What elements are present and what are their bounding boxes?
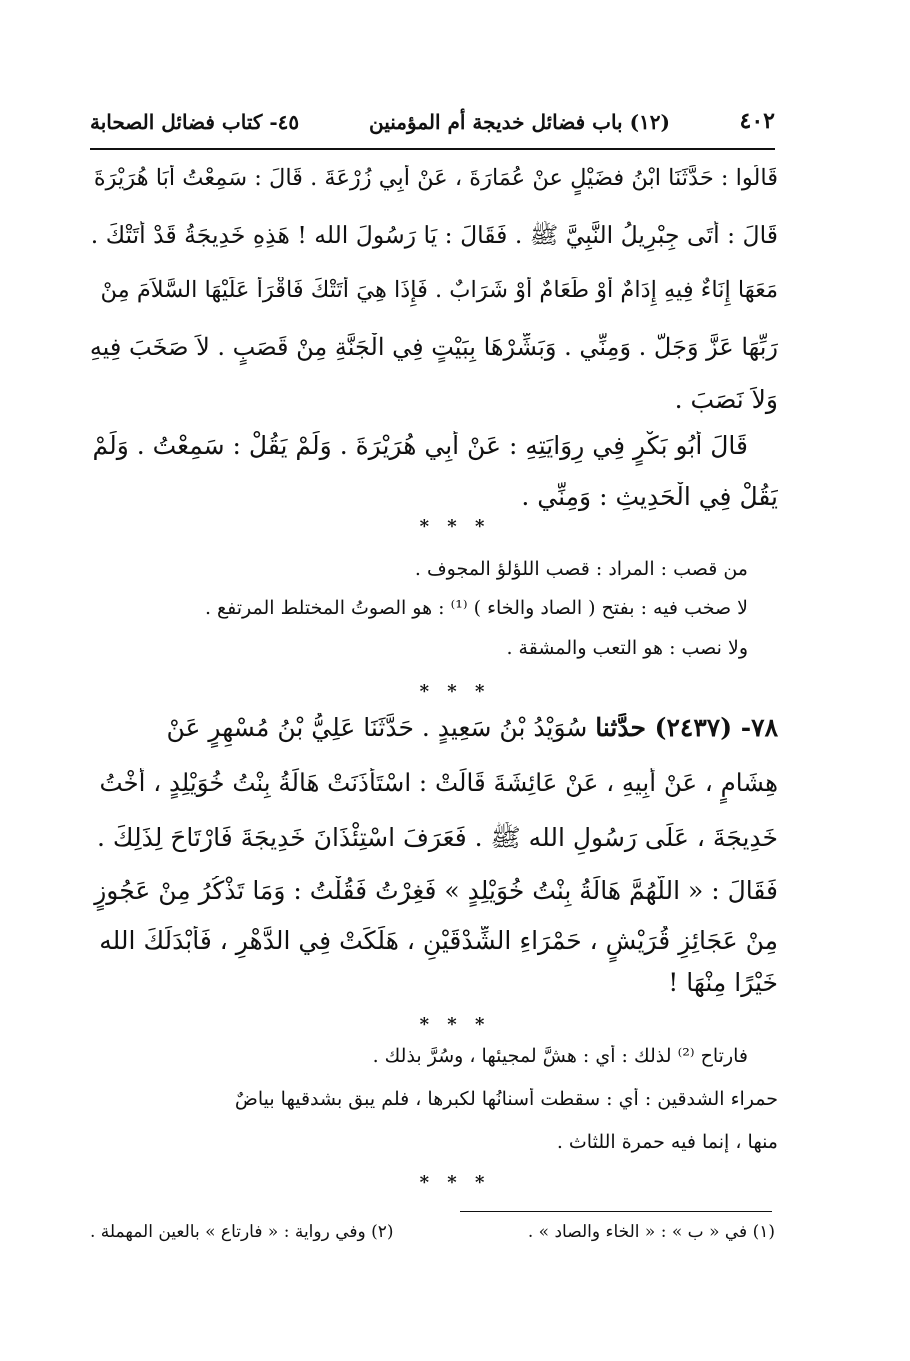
footnote-2: (٢) وفي رواية : « فارتاع » بالعين المهملة .	[90, 1222, 394, 1242]
note-2-line-2: حمراء الشدقين : أي : سقطت أسنانُها لكبرها ، فلم يبق بشدقيها بياضٌ	[234, 1088, 778, 1110]
footnote-rule	[460, 1211, 772, 1212]
note-2-line-3: منها ، إنما فيه حمرة اللثاث .	[556, 1131, 778, 1153]
separator-stars-3: * * *	[419, 1014, 491, 1035]
book-title: ٤٥- كتاب فضائل الصحابة	[90, 110, 300, 134]
hadith-1-line-3: مَعَهَا إِنَاءٌ فِيهِ إِدَامٌ أَوْ طَعَامٌ أَوْ شَرَابٌ . فَإِذَا هِيَ أَتَتْكَ فَاقْرَأْ عَلَيْهَا السَّلاَمَ مِنْ	[100, 277, 778, 303]
hadith-2-number: ٧٨- (٢٤٣٧) حدَّثنا	[595, 713, 778, 742]
footnotes	[90, 1222, 775, 1252]
chapter-title: (١٢) باب فضائل خديجة أم المؤمنين	[369, 110, 670, 134]
hadith-1-line-4: رَبِّهَا عَزَّ وَجَلَّ . وَمِنِّي . وَبَشِّرْهَا بِبَيْتٍ فِي الْجَنَّةِ مِنْ قَصَبٍ . لاَ صَخَبَ فِيهِ	[90, 333, 778, 361]
page-number: ٤٠٢	[739, 108, 775, 134]
running-header	[90, 108, 775, 150]
footnote-1: (١) في « ب » : « الخاء والصاد » .	[527, 1222, 775, 1242]
separator-stars-2: * * *	[419, 681, 491, 702]
separator-stars-4: * * *	[419, 1172, 491, 1193]
hadith-2-line-6: خَيْرًا مِنْهَا !	[668, 968, 778, 997]
hadith-2-line-2: هِشَامٍ ، عَنْ أَبِيهِ ، عَنْ عَائِشَةَ قَالَتْ : اسْتَأْذَنَتْ هَالَةُ بِنْتُ خُوَيْلِدٍ ، أُخْتُ	[99, 768, 778, 797]
note-1-line-3: ولا نصب : هو التعب والمشقة .	[506, 637, 748, 659]
hadith-1-variant-line-2: يَقُلْ فِي الْحَدِيثِ : وَمِنِّي .	[521, 482, 778, 511]
hadith-1-line-1: قَالُوا : حَدَّثَنَا ابْنُ فضَيْلٍ عنْ عُمَارَةَ ، عَنْ أَبِي زُرْعَةَ . قَالَ : سَمِعْتُ أَبَا هُرَيْرَةَ	[93, 165, 778, 191]
hadith-1-line-2: قَالَ : أَتَى جِبْرِيلُ النَّبِيَّ ﷺ . فَقَالَ : يَا رَسُولَ الله ! هَذِهِ خَدِيجَةُ قَدْ أَتَتْكَ .	[90, 221, 778, 249]
hadith-1-line-5: وَلاَ نَصَبَ .	[674, 385, 778, 414]
hadith-2-line-3: خَدِيجَةَ ، عَلَى رَسُولِ الله ﷺ . فَعَرَفَ اسْتِئْذَانَ خَدِيجَةَ فَارْتَاحَ لِذَلِكَ .	[97, 823, 778, 852]
separator-stars-1: * * *	[419, 516, 491, 537]
note-1-line-1: من قصب : المراد : قصب اللؤلؤ المجوف .	[414, 558, 748, 580]
hadith-2-line-5: مِنْ عَجَائِزِ قُرَيْشٍ ، حَمْرَاءِ الشِّدْقَيْنِ ، هَلَكَتْ فِي الدَّهْرِ ، فَأَبْدَلَكَ الله	[99, 926, 778, 955]
note-1-line-2: لا صخب فيه : بفتح ( الصاد والخاء ) ⁽¹⁾ : هو الصوتُ المختلط المرتفع .	[204, 597, 748, 619]
hadith-2-line-1	[90, 713, 778, 763]
note-2-line-1: فارتاح ⁽²⁾ لذلك : أي : هشَّ لمجيئها ، وسُرَّ بذلك .	[372, 1045, 748, 1067]
hadith-2-line-1-text: سُوَيْدُ بْنُ سَعِيدٍ . حَدَّثَنَا عَلِيُّ بْنُ مُسْهِرٍ عَنْ	[166, 713, 588, 742]
hadith-2-line-4: فَقَالَ : « اللَّهُمَّ هَالَةُ بِنْتُ خُوَيْلِدٍ » فَغِرْتُ فَقُلْتُ : وَمَا تَذْكُرُ مِنْ عَجُوزٍ	[94, 876, 778, 905]
hadith-1-variant-line-1: قَالَ أَبُو بَكْرٍ فِي رِوَايَتِهِ : عَنْ أَبِي هُرَيْرَةَ . وَلَمْ يَقُلْ : سَمِعْتُ . وَلَمْ	[92, 431, 748, 460]
